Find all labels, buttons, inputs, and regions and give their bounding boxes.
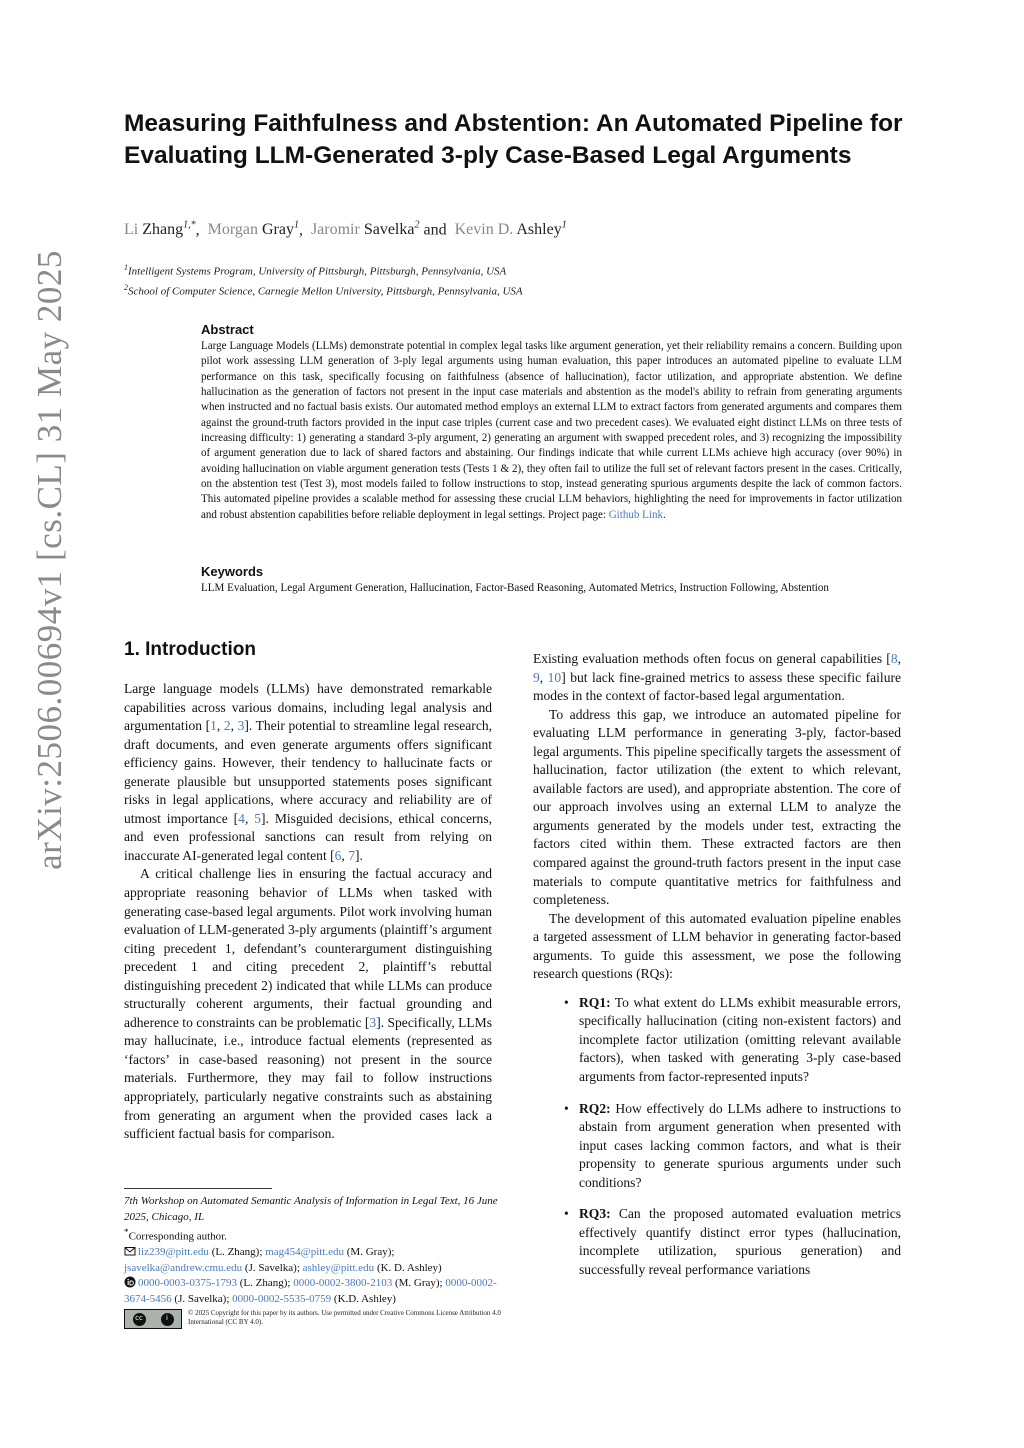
- envelope-icon: [124, 1245, 136, 1257]
- keywords-text: LLM Evaluation, Legal Argument Generation, Hallucination, Factor-Based Reasoning, Automated Metrics, Instruction Following, Abstention: [201, 582, 829, 594]
- email-link[interactable]: liz239@pitt.edu: [138, 1246, 209, 1259]
- license-text: © 2025 Copyright for this paper by its authors. Use permitted under Creative Commons License Attribution 4.0 International (CC BY 4.0).: [188, 1309, 501, 1327]
- rq-item: • RQ3: Can the proposed automated evaluation metrics effectively quantify distinct error types (hallucination, incomplete utilization, spurious generation) and successfully reveal performance variations: [564, 1206, 901, 1277]
- venue-note: 7th Workshop on Automated Semantic Analysis of Information in Legal Text, 16 June 2025, Chicago, IL: [124, 1195, 498, 1223]
- citation-link[interactable]: 7: [348, 847, 355, 863]
- arxiv-stamp: arXiv:2506.00694v1 [cs.CL] 31 May 2025: [30, 250, 69, 870]
- citation-link[interactable]: 10: [547, 669, 562, 685]
- orcid-link[interactable]: 0000-0002-5535-0759: [232, 1292, 332, 1305]
- affiliation-1: $^1$Intelligent Systems Program, University of Pittsburgh, Pittsburgh, Pennsylvania, USA: [124, 263, 507, 278]
- citation-link[interactable]: 4: [238, 810, 245, 826]
- abstract-text: Large Language Models (LLMs) demonstrate potential in complex legal tasks like argument generation, yet their reliability remains a concern. Building upon pilot work assessing LLM generation of 3-ply legal arguments using human evaluation, this paper introduces an automated pipeline to evaluate LLM performance on this task, specifically focusing on faithfulness (absence of hallucination), factor utilization, and appropriate abstention. We define hallucination as the generation of factors not present in the input case materials and abstention as the model's ability to refrain from generating arguments when instructed and no factual basis exists. Our automated method employs an external LLM to extract factors from generated arguments and compares them against the ground-truth factors provided in the input case triples (current case and two precedent cases). We evaluated eight distinct LLMs on three tests of increasing difficulty: 1) generating a standard 3-ply argument, 2) generating an argument with swapped precedent roles, and 3) recognizing the impossibility of argument generation due to lack of shared factors and abstaining. Our findings indicate that while current LLMs achieve high accuracy (over 90%) in avoiding hallucination on viable argument generation tests (Tests 1 & 2), they often fail to utilize the full set of relevant factors present in the cases. Critically, on the abstention test (Test 3), most models failed to follow instructions to stop, instead generating spurious arguments despite the lack of common factors. This automated pipeline provides a scalable method for assessing these crucial LLM behaviors, highlighting the need for improvements in factor utilization and robust abstention capabilities before reliable deployment in legal settings. Project page: Github Link.: [201, 340, 902, 521]
- citation-link[interactable]: 6: [334, 847, 342, 863]
- author-name: Morgan Gray$^1$: [207, 220, 299, 239]
- citation-link[interactable]: 9: [533, 669, 540, 685]
- intro-paragraph-4: To address this gap, we introduce an automated pipeline for evaluating LLM performance in generating 3-ply, factor-based legal arguments. This pipeline specifically targets the assessment of hallucination, factor utilization (the extent to which relevant, available factors are used), and appropriate abstention. The core of our approach involves using an external LLM to analyze the arguments generated by the models under test, extracting the factors cited within them. These extracted factors are then compared against the ground-truth factors present in the input case materials to compute quantitative metrics for faithfulness and completeness.: [533, 706, 901, 908]
- cc-by-badge: cc i: [124, 1309, 182, 1329]
- affiliation-2: $^2$School of Computer Science, Carnegie Mellon University, Pittsburgh, Pennsylvania, USA: [124, 283, 523, 298]
- intro-paragraph-1: Large language models (LLMs) have demonstrated remarkable capabilities across various domains, including legal analysis and argumentation [1, 2, 3]. Their potential to streamline legal research, draft documents, and even generate arguments offers significant efficiency gains. However, their tendency to hallucinate facts or generate plausible but unsupported statements poses significant risks in legal applications, where accuracy and reliability are of utmost importance [4, 5]. Misguided decisions, ethical concerns, and even professional sanctions can result from relying on inaccurate AI-generated legal content [6, 7].: [124, 681, 492, 863]
- author-list: Li Zhang$^{1,*}$, Morgan Gray$^1$, Jaromir Savelka$^2$ and Kevin D. Ashley$^1$: [124, 220, 567, 239]
- author-name: Jaromir Savelka$^2$: [310, 220, 420, 239]
- footnotes: [124, 1194, 502, 1329]
- citation-link[interactable]: 2: [223, 718, 231, 734]
- citation-link[interactable]: 5: [254, 810, 262, 826]
- orcid-link[interactable]: 0000-0002-3800-2103: [293, 1277, 393, 1290]
- left-column: [124, 680, 492, 1144]
- keywords-heading: Keywords: [201, 564, 264, 579]
- email-link[interactable]: ashley@pitt.edu: [302, 1261, 375, 1274]
- footnote-rule: [124, 1188, 272, 1189]
- citation-link[interactable]: 8: [890, 651, 898, 666]
- paper-title: Measuring Faithfulness and Abstention: An Automated Pipeline for Evaluating LLM-Generated 3-ply Case-Based Legal Arguments: [124, 110, 903, 169]
- intro-paragraph-3: Existing evaluation methods often focus on general capabilities [8, 9, 10] but lack fine-grained metrics to assess these specific failure modes in the context of factor-based legal argumentation.: [533, 651, 901, 704]
- github-link[interactable]: Github Link: [608, 508, 664, 521]
- research-questions: [533, 994, 901, 1280]
- abstract-heading: Abstract: [201, 322, 254, 337]
- citation-link[interactable]: 3: [369, 1014, 377, 1030]
- keywords: [201, 564, 902, 596]
- citation-link[interactable]: 3: [237, 718, 245, 734]
- email-link[interactable]: jsavelka@andrew.cmu.edu: [124, 1261, 243, 1274]
- rq-item: • RQ1: To what extent do LLMs exhibit measurable errors, specifically hallucination (citing non-existent factors) and incomplete factor utilization (omitting relevant available factors), when tasked with generating 3-ply case-based arguments from factor-represented inputs?: [564, 994, 901, 1085]
- right-column: [533, 650, 901, 1293]
- orcid-icon: [124, 1276, 136, 1288]
- orcid-link[interactable]: 0000-0002-3674-5456: [124, 1277, 497, 1305]
- license-row: [124, 1309, 502, 1329]
- abstract: [201, 322, 902, 523]
- section-heading-introduction: 1. Introduction: [124, 639, 256, 660]
- orcid-list: 0000-0003-0375-1793 (L. Zhang); 0000-0002-3800-2103 (M. Gray); 0000-0002-3674-5456 (J. Savelka); 0000-0002-5535-0759 (K.D. Ashley): [124, 1277, 497, 1305]
- intro-paragraph-2: A critical challenge lies in ensuring the factual accuracy and appropriate reasoning behavior of LLMs when tasked with generating case-based legal arguments. Pilot work involving human evaluation of LLM-generated 3-ply arguments (plaintiff’s argument citing precedent 1, defendant’s counterargument distinguishing precedent 1 and citing precedent 2, plaintiff’s rebuttal distinguishing precedent 2) indicated that while LLMs can produce structurally coherent arguments, their factual grounding and adherence to constraints can be problematic [3]. Specifically, LLMs may hallucinate, i.e., introduce factual elements (represented as ‘factors’ in case-based reasoning) not present in the source materials. Furthermore, they may fail to follow instructions appropriately, particularly negative constraints such as abstaining from generating an argument when the provided cases lack a sufficient factual basis for comparison.: [124, 866, 492, 1142]
- orcid-link[interactable]: 0000-0003-0375-1793: [138, 1277, 237, 1290]
- email-link[interactable]: mag454@pitt.edu: [265, 1246, 345, 1259]
- author-name: Kevin D. Ashley$^1$: [454, 220, 567, 239]
- author-name: Li Zhang$^{1,*}$: [124, 220, 196, 239]
- email-list: liz239@pitt.edu (L. Zhang); mag454@pitt.edu (M. Gray); jsavelka@andrew.cmu.edu (J. Savelka); ashley@pitt.edu (K. D. Ashley): [124, 1246, 442, 1274]
- citation-link[interactable]: 1: [210, 718, 217, 734]
- rq-item: • RQ2: How effectively do LLMs adhere to instructions to abstain from argument generation when presented with input cases lacking common factors, and what is their propensity to generate spurious arguments under such conditions?: [564, 1100, 901, 1190]
- corresponding-note: *Corresponding author.: [124, 1227, 227, 1243]
- intro-paragraph-5: The development of this automated evaluation pipeline enables a targeted assessment of LLM behavior in generating factor-based arguments. To guide this assessment, we pose the following research questions (RQs):: [533, 910, 901, 982]
